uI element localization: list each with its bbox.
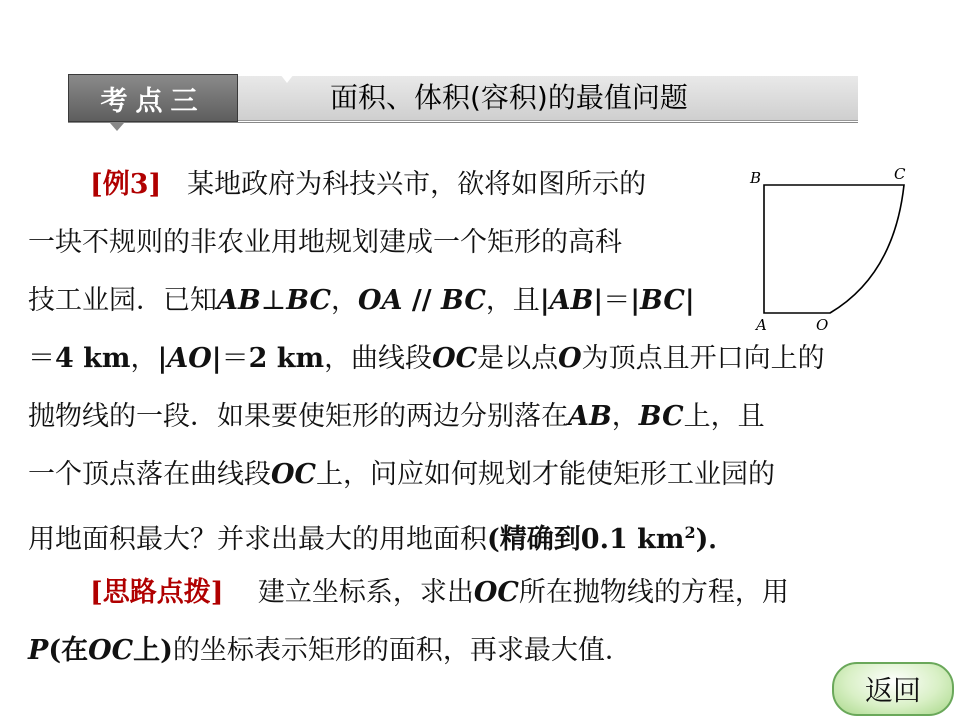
land-outline	[764, 185, 904, 313]
label-b: B	[750, 169, 762, 187]
header-notch	[280, 74, 294, 83]
problem-line-7: 用地面积最大？并求出最大的用地面积(精确到0.1 $km^2$)．	[28, 523, 736, 555]
label-o: O	[816, 316, 829, 334]
problem-line-1: [例3] 某地政府为科技兴市，欲将如图所示的	[90, 169, 647, 200]
problem-line-4: ＝4 km，|AO|＝2 km，曲线段OC是以点O为顶点且开口向上的	[28, 343, 825, 374]
problem-line-2: 一块不规则的非农业用地规划建成一个矩形的高科	[28, 227, 622, 258]
land-figure	[746, 165, 916, 335]
section-header	[68, 74, 858, 124]
problem-line-3: 技工业园．已知AB⊥BC，OA // BC，且|AB|＝|BC|	[28, 285, 695, 316]
problem-line-6: 一个顶点落在曲线段OC上，问应如何规划才能使矩形工业园的	[28, 459, 776, 490]
problem-line-5: 抛物线的一段．如果要使矩形的两边分别落在AB，BC上，且	[28, 401, 765, 432]
header-pointer	[110, 123, 124, 131]
example-label: [例3]	[90, 169, 162, 200]
hint-line-1: [思路点拨] 建立坐标系，求出OC所在抛物线的方程，用	[90, 577, 789, 608]
label-a: A	[756, 316, 767, 334]
section-title: 面积、体积(容积)的最值问题	[330, 81, 688, 114]
label-c: C	[894, 165, 906, 183]
hint-label: [思路点拨]	[90, 577, 224, 608]
section-tag: 考点三	[68, 74, 238, 122]
return-button[interactable]: 返回	[832, 662, 954, 716]
hint-line-2: P(在OC上)的坐标表示矩形的面积，再求最大值．	[28, 635, 632, 666]
header-underline	[68, 122, 858, 123]
